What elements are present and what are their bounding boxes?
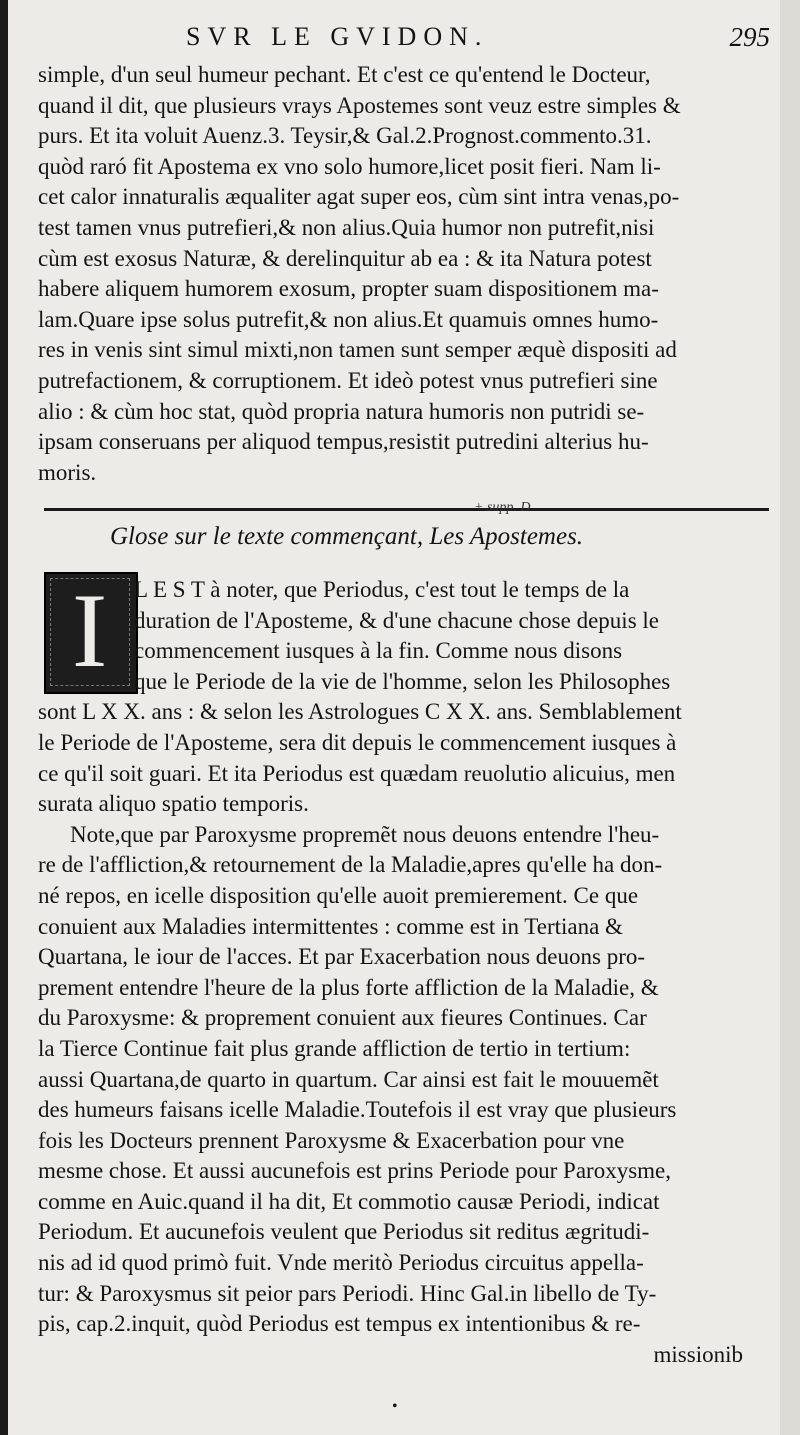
text-line: comme en Auic.quand il ha dit, Et commotio causæ Periodi, indicat	[38, 1188, 660, 1214]
text-line: pis, cap.2.inquit, quòd Periodus est tempus ex intentionibus & re-	[38, 1311, 641, 1337]
text-line: quand il dit, que plusieurs vrays Apostemes sont veuz estre simples &	[38, 92, 681, 118]
text-line: cet calor innaturalis æqualiter agat super eos, cùm sint intra venas,po-	[38, 184, 680, 210]
page-header	[8, 22, 780, 54]
text-line: le Periode de l'Aposteme, sera dit depuis le commencement iusques à	[38, 729, 677, 755]
text-line: Note,que par Paroxysme propremẽt nous deuons entendre l'heu-	[70, 821, 660, 847]
section-divider	[44, 508, 769, 511]
gloss-heading: Glose sur le texte commençant, Les Apostemes.	[110, 523, 584, 550]
text-line: la Tierce Continue fait plus grande affliction de tertio in tertium:	[38, 1035, 631, 1061]
text-line: mesme chose. Et aussi aucunefois est prins Periode pour Paroxysme,	[38, 1158, 672, 1184]
text-block-upper	[38, 60, 743, 488]
text-line: habere aliquem humorem exosum, propter suam dispositionem ma-	[38, 276, 659, 302]
text-line: putrefactionem, & corruptionem. Et ideò potest vnus putrefieri sine	[38, 367, 658, 393]
text-line: que le Periode de la vie de l'homme, selon les Philosophes	[134, 668, 671, 694]
initial-letter: I	[72, 572, 108, 689]
text-line: conuient aux Maladies intermittentes : comme est in Tertiana &	[38, 913, 623, 939]
text-line: né repos, en icelle disposition qu'elle auoit premierement. Ce que	[38, 882, 639, 908]
book-page	[8, 0, 780, 1435]
page-edge	[780, 0, 800, 1435]
text-line: du Paroxysme: & proprement conuient aux fieures Continues. Car	[38, 1005, 647, 1031]
text-line: res in venis sint simul mixti,non tamen sunt semper æquè dispositi ad	[38, 337, 677, 363]
text-line: simple, d'un seul humeur pechant. Et c'est ce qu'entend le Docteur,	[38, 62, 651, 87]
handwritten-annotation: + supp. D	[474, 500, 531, 515]
text-line: prement entendre l'heure de la plus forte affliction de la Maladie, &	[38, 974, 659, 1000]
text-block-gloss	[38, 572, 743, 1370]
text-line: aussi Quartana,de quarto in quartum. Car ainsi est fait le mouuemẽt	[38, 1066, 659, 1092]
text-line: tur: & Paroxysmus sit peior pars Periodi. Hinc Gal.in libello de Ty-	[38, 1280, 657, 1306]
text-line: Quartana, le iour de l'acces. Et par Exacerbation nous deuons pro-	[38, 944, 646, 970]
catchword-line: missionib	[653, 1341, 743, 1367]
text-line: L E S T à noter, que Periodus, c'est tout le temps de la	[134, 577, 630, 602]
text-line: ce qu'il soit guari. Et ita Periodus est quædam reuolutio alicuius, men	[38, 760, 676, 786]
text-line: surata aliquo spatio temporis.	[38, 791, 309, 817]
text-line: sont L X X. ans : & selon les Astrologues C X X. ans. Semblablement	[38, 699, 682, 725]
text-line: moris.	[38, 459, 97, 485]
text-line: nis ad id quod primò fuit. Vnde meritò Periodus circuitus appella-	[38, 1250, 644, 1276]
text-line: duration de l'Aposteme, & d'une chacune chose depuis le	[134, 607, 659, 633]
text-line: alio : & cùm hoc stat, quòd propria natura humoris non putridi se-	[38, 398, 645, 424]
text-line: commencement iusques à la fin. Comme nous disons	[134, 638, 623, 664]
text-line: lam.Quare ipse solus putrefit,& non alius.Et quamuis omnes humo-	[38, 306, 659, 332]
page-gutter-shadow	[0, 0, 8, 1435]
page-number: 295	[729, 22, 770, 52]
text-line: ipsam conseruans per aliquod tempus,resistit putredini alterius hu-	[38, 429, 649, 455]
text-line: test tamen vnus putrefieri,& non alius.Quia humor non putrefit,nisi	[38, 214, 655, 240]
footer-dot: •	[392, 1398, 398, 1415]
text-line: purs. Et ita voluit Auenz.3. Teysir,& Gal.2.Prognost.commento.31.	[38, 123, 652, 149]
text-line: quòd raró fit Apostema ex vno solo humore,licet posit fieri. Nam li-	[38, 153, 661, 179]
text-line: fois les Docteurs prennent Paroxysme & Exacerbation pour vne	[38, 1127, 625, 1153]
text-line: re de l'affliction,& retournement de la Maladie,apres qu'elle ha don-	[38, 852, 663, 878]
text-line: Periodum. Et aucunefois veulent que Periodus sit reditus ægritudi-	[38, 1219, 650, 1245]
running-title: SVR LE GVIDON.	[186, 22, 489, 51]
text-line: des humeurs faisans icelle Maladie.Toutefois il est vray que plusieurs	[38, 1097, 677, 1123]
text-line: cùm est exosus Naturæ, & derelinquitur ab ea : & ita Natura potest	[38, 245, 652, 271]
